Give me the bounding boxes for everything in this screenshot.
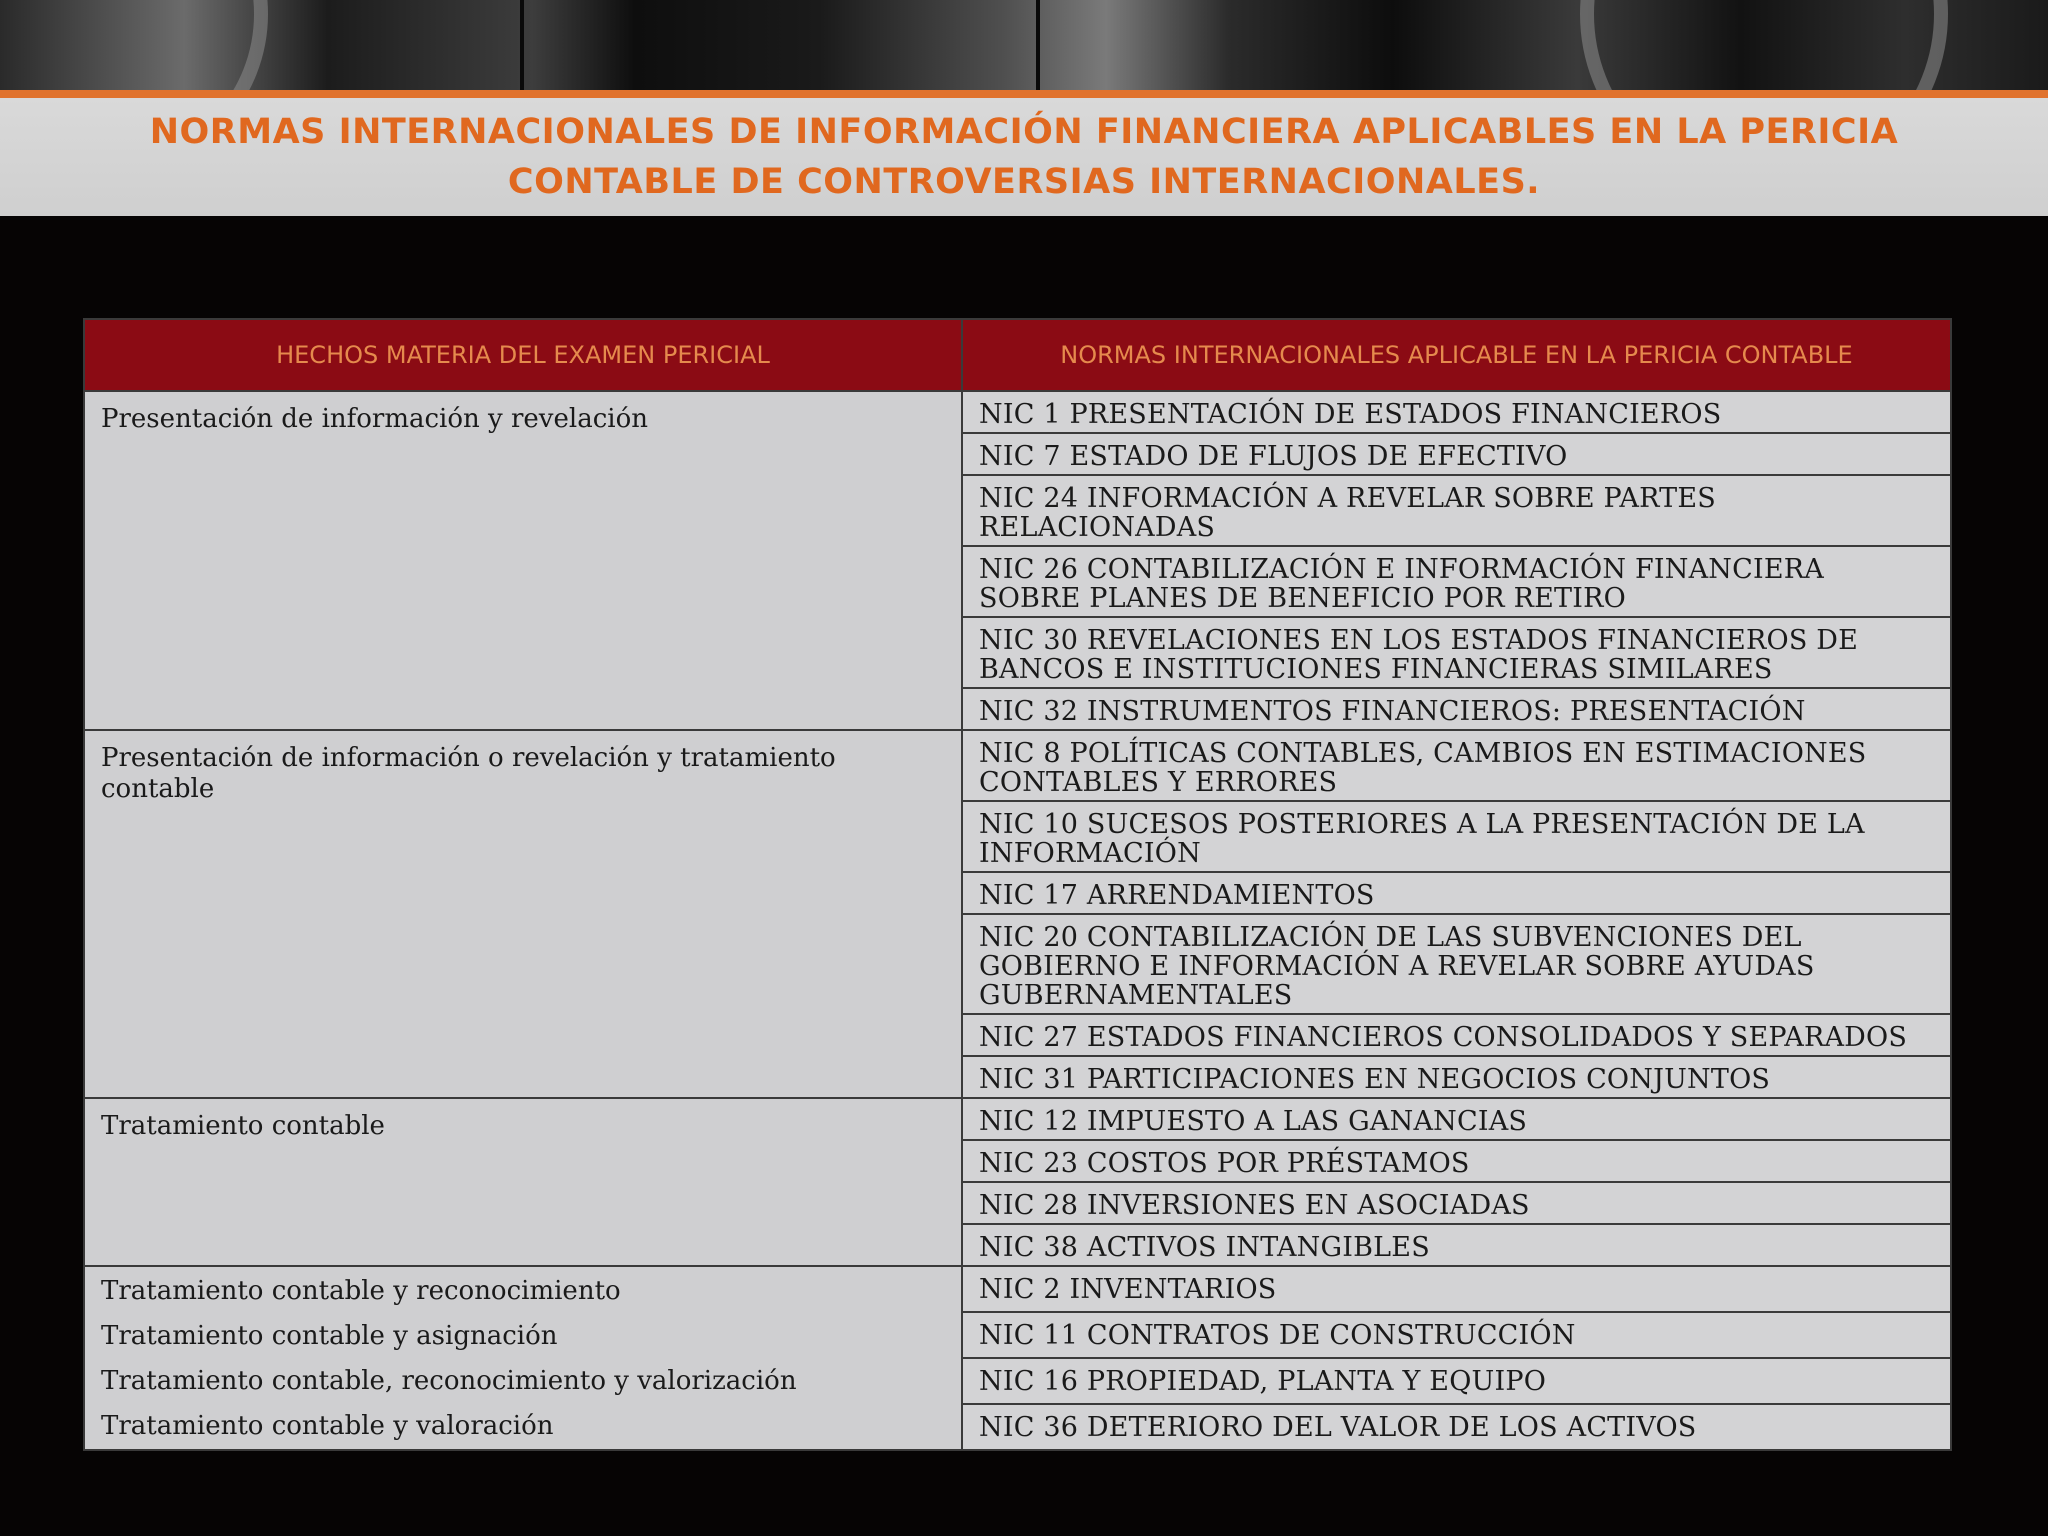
norma-cell: NIC 20 CONTABILIZACIÓN DE LAS SUBVENCIONES DEL GOBIERNO E INFORMACIÓN A REVELAR SOBRE AYUDAS GUBERNAMENTALES bbox=[962, 914, 1951, 1014]
slide-title-line-1: NORMAS INTERNACIONALES DE INFORMACIÓN FINANCIERA APLICABLES EN LA PERICIA bbox=[149, 112, 1899, 152]
norma-cell: NIC 1 PRESENTACIÓN DE ESTADOS FINANCIEROS bbox=[962, 391, 1951, 433]
norma-cell: NIC 16 PROPIEDAD, PLANTA Y EQUIPO bbox=[962, 1358, 1951, 1404]
banner-divider bbox=[1036, 0, 1040, 92]
header-photo-banner bbox=[0, 0, 2048, 92]
slide-title-line-2: CONTABLE DE CONTROVERSIAS INTERNACIONALES. bbox=[507, 162, 1541, 202]
norma-cell: NIC 7 ESTADO DE FLUJOS DE EFECTIVO bbox=[962, 433, 1951, 475]
norma-cell: NIC 17 ARRENDAMIENTOS bbox=[962, 872, 1951, 914]
table-row bbox=[84, 1098, 1951, 1140]
hecho-cell: Presentación de información o revelación y tratamiento contable bbox=[84, 730, 962, 1098]
norma-cell: NIC 31 PARTICIPACIONES EN NEGOCIOS CONJUNTOS bbox=[962, 1056, 1951, 1098]
hecho-line: Tratamiento contable y reconocimiento bbox=[101, 1276, 621, 1306]
norma-cell: NIC 24 INFORMACIÓN A REVELAR SOBRE PARTES RELACIONADAS bbox=[962, 475, 1951, 546]
column-header-normas: NORMAS INTERNACIONALES APLICABLE EN LA PERICIA CONTABLE bbox=[962, 319, 1951, 391]
hecho-line: Tratamiento contable y asignación bbox=[101, 1321, 558, 1351]
norma-cell: NIC 10 SUCESOS POSTERIORES A LA PRESENTACIÓN DE LA INFORMACIÓN bbox=[962, 801, 1951, 872]
slide-title bbox=[0, 98, 2048, 216]
table-row bbox=[84, 391, 1951, 433]
banner-divider bbox=[520, 0, 524, 92]
accent-line bbox=[0, 90, 2048, 98]
hecho-cell bbox=[84, 1266, 962, 1450]
norma-cell: NIC 32 INSTRUMENTOS FINANCIEROS: PRESENTACIÓN bbox=[962, 688, 1951, 730]
hecho-line: Tratamiento contable y valoración bbox=[101, 1411, 554, 1441]
norma-cell: NIC 27 ESTADOS FINANCIEROS CONSOLIDADOS Y SEPARADOS bbox=[962, 1014, 1951, 1056]
norma-cell: NIC 8 POLÍTICAS CONTABLES, CAMBIOS EN ESTIMACIONES CONTABLES Y ERRORES bbox=[962, 730, 1951, 801]
norms-table bbox=[83, 318, 1952, 1451]
norma-cell: NIC 28 INVERSIONES EN ASOCIADAS bbox=[962, 1182, 1951, 1224]
norma-cell: NIC 23 COSTOS POR PRÉSTAMOS bbox=[962, 1140, 1951, 1182]
norma-cell: NIC 11 CONTRATOS DE CONSTRUCCIÓN bbox=[962, 1312, 1951, 1358]
hecho-cell: Presentación de información y revelación bbox=[84, 391, 962, 730]
hecho-line: Tratamiento contable, reconocimiento y valorización bbox=[101, 1366, 797, 1396]
table-row bbox=[84, 730, 1951, 801]
wheel-decoration-right bbox=[1580, 0, 1948, 92]
norma-cell: NIC 2 INVENTARIOS bbox=[962, 1266, 1951, 1312]
norma-cell: NIC 12 IMPUESTO A LAS GANANCIAS bbox=[962, 1098, 1951, 1140]
hecho-cell: Tratamiento contable bbox=[84, 1098, 962, 1266]
norma-cell: NIC 36 DETERIORO DEL VALOR DE LOS ACTIVOS bbox=[962, 1404, 1951, 1450]
norma-cell: NIC 30 REVELACIONES EN LOS ESTADOS FINANCIEROS DE BANCOS E INSTITUCIONES FINANCIERAS SIMILARES bbox=[962, 617, 1951, 688]
norma-cell: NIC 38 ACTIVOS INTANGIBLES bbox=[962, 1224, 1951, 1266]
table-row bbox=[84, 1266, 1951, 1312]
table-body bbox=[84, 391, 1951, 1450]
wheel-decoration-left bbox=[0, 0, 268, 92]
table-header-row bbox=[84, 319, 1951, 391]
norma-cell: NIC 26 CONTABILIZACIÓN E INFORMACIÓN FINANCIERA SOBRE PLANES DE BENEFICIO POR RETIRO bbox=[962, 546, 1951, 617]
column-header-hechos: HECHOS MATERIA DEL EXAMEN PERICIAL bbox=[84, 319, 962, 391]
